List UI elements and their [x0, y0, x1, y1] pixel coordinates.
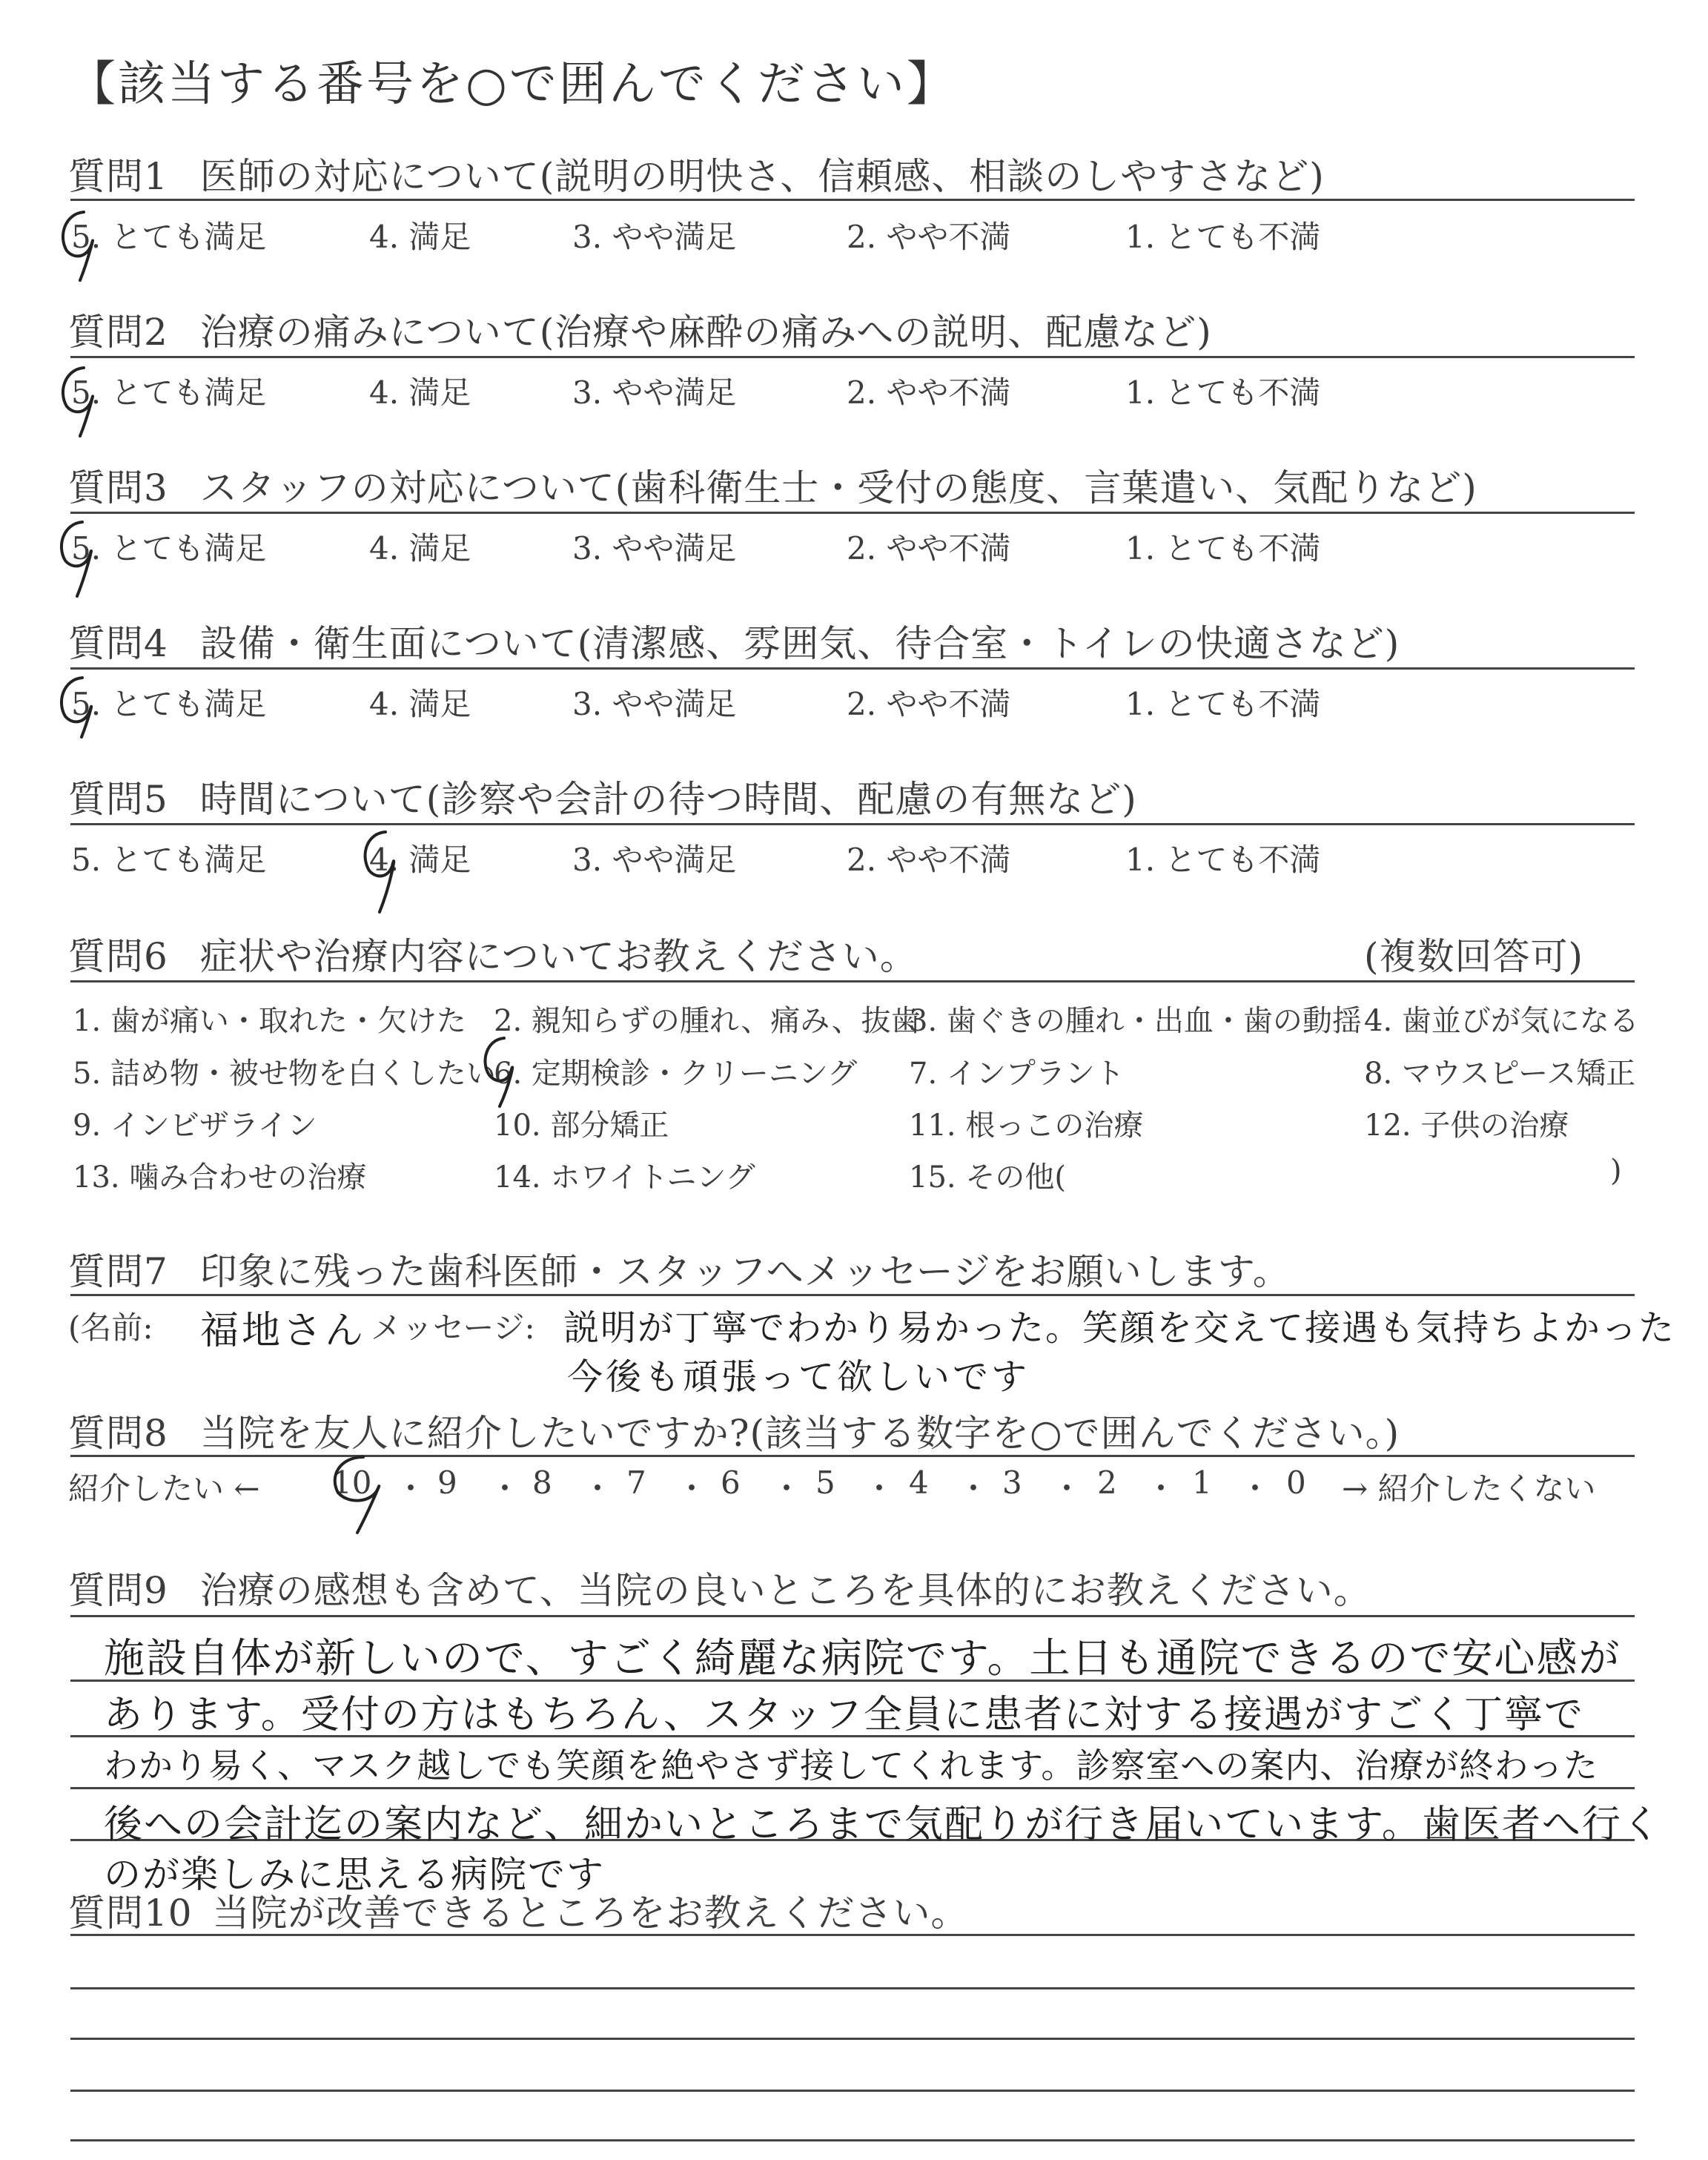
other-close-paren: ) — [1610, 1154, 1622, 1188]
message-label: メッセージ: — [371, 1309, 535, 1346]
q3-option-2[interactable]: 2. やや不満 — [847, 530, 1011, 567]
divider — [70, 199, 1635, 201]
q5-option-2[interactable]: 2. やや不満 — [847, 842, 1011, 878]
question-5-text: 時間について(診察や会計の待つ時間、配慮の有無など) — [199, 778, 1137, 821]
answer-line[interactable] — [70, 2038, 1635, 2040]
question-1-label: 質問1 — [68, 155, 168, 198]
recommend-left-label: 紹介したい ← — [68, 1470, 260, 1507]
symptom-item[interactable]: 9. インビザライン — [73, 1109, 317, 1143]
symptom-item[interactable]: 12. 子供の治療 — [1364, 1109, 1569, 1143]
symptom-item-other[interactable]: 15. その他( — [909, 1160, 1066, 1195]
answer-text-line: 後への会計迄の案内など、細かいところまで気配りが行き届いています。歯医者へ行く — [104, 1803, 1662, 1847]
scale-dot: ・ — [771, 1470, 803, 1507]
question-8-label: 質問8 — [68, 1412, 168, 1455]
answer-line[interactable] — [70, 2139, 1635, 2141]
scale-option[interactable]: 4 — [909, 1464, 929, 1501]
scale-option[interactable]: 6 — [721, 1464, 741, 1501]
symptom-item[interactable]: 11. 根っこの治療 — [909, 1109, 1144, 1143]
question-6-label: 質問6 — [68, 935, 168, 978]
question-5-label: 質問5 — [68, 778, 168, 821]
q1-option-1[interactable]: 1. とても不満 — [1125, 219, 1321, 255]
question-4-label: 質問4 — [68, 622, 168, 665]
q2-option-4[interactable]: 4. 満足 — [369, 374, 471, 411]
scale-option[interactable]: 0 — [1286, 1464, 1306, 1501]
q3-option-5[interactable]: 5. とても満足 — [71, 530, 267, 567]
scale-option[interactable]: 3 — [1002, 1464, 1022, 1501]
page-title: 【該当する番号を○で囲んでください】 — [68, 57, 956, 112]
q3-option-4[interactable]: 4. 満足 — [369, 530, 471, 567]
answer-text-line: わかり易く、マスク越しでも笑顔を絶やさず接してくれます。診察室への案内、治療が終わった — [104, 1745, 1598, 1786]
question-7-label: 質問7 — [68, 1250, 168, 1293]
question-7 — [68, 1242, 1291, 1295]
symptom-item[interactable]: 6. 定期検診・クリーニング — [494, 1057, 858, 1091]
q5-option-1[interactable]: 1. とても不満 — [1125, 842, 1321, 878]
scale-dot: ・ — [1145, 1470, 1177, 1507]
question-2-text: 治療の痛みについて(治療や麻酔の痛みへの説明、配慮など) — [199, 311, 1212, 354]
symptom-item[interactable]: 7. インプラント — [909, 1057, 1125, 1091]
scale-option[interactable]: 5 — [815, 1464, 835, 1501]
scale-dot: ・ — [676, 1470, 708, 1507]
q5-option-5[interactable]: 5. とても満足 — [71, 842, 267, 878]
question-4 — [68, 614, 1400, 667]
q4-option-1[interactable]: 1. とても不満 — [1125, 686, 1321, 722]
divider — [70, 1934, 1635, 1936]
symptom-item[interactable]: 1. 歯が痛い・取れた・欠けた — [73, 1004, 466, 1038]
q2-option-3[interactable]: 3. やや満足 — [572, 374, 737, 411]
question-9 — [68, 1561, 1371, 1614]
scale-dot: ・ — [1239, 1470, 1271, 1507]
scale-dot: ・ — [582, 1470, 614, 1507]
question-10 — [68, 1883, 969, 1937]
question-6 — [68, 927, 918, 980]
scale-option[interactable]: 7 — [626, 1464, 646, 1501]
staff-name-value: 福地さん — [200, 1309, 367, 1353]
q1-option-2[interactable]: 2. やや不満 — [847, 219, 1011, 255]
divider — [70, 667, 1635, 670]
answer-text-line: 施設自体が新しいので、すごく綺麗な病院です。土日も通院できるので安心感が — [104, 1634, 1621, 1682]
q5-option-4[interactable]: 4. 満足 — [369, 842, 471, 878]
answer-text-line: のが楽しみに思える病院です — [104, 1853, 605, 1896]
question-2-label: 質問2 — [68, 311, 168, 354]
divider — [70, 823, 1635, 825]
scale-dot: ・ — [489, 1470, 521, 1507]
question-5 — [68, 770, 1137, 823]
symptom-item[interactable]: 10. 部分矯正 — [494, 1109, 669, 1143]
q4-option-4[interactable]: 4. 満足 — [369, 686, 471, 722]
q4-option-2[interactable]: 2. やや不満 — [847, 686, 1011, 722]
q4-option-3[interactable]: 3. やや満足 — [572, 686, 737, 722]
q1-option-3[interactable]: 3. やや満足 — [572, 219, 737, 255]
question-4-text: 設備・衛生面について(清潔感、雰囲気、待合室・トイレの快適さなど) — [199, 622, 1400, 665]
symptom-item[interactable]: 8. マウスピース矯正 — [1364, 1057, 1636, 1091]
q2-option-2[interactable]: 2. やや不満 — [847, 374, 1011, 411]
q1-option-4[interactable]: 4. 満足 — [369, 219, 471, 255]
symptom-item[interactable]: 14. ホワイトニング — [494, 1160, 755, 1195]
question-10-text: 当院が改善できるところをお教えください。 — [212, 1892, 969, 1935]
symptom-item[interactable]: 2. 親知らずの腫れ、痛み、抜歯 — [494, 1004, 921, 1038]
symptom-item[interactable]: 13. 噛み合わせの治療 — [73, 1160, 367, 1195]
question-1 — [68, 147, 1325, 200]
question-1-text: 医師の対応について(説明の明快さ、信頼感、相談のしやすさなど) — [199, 155, 1325, 198]
message-line: 説明が丁寧でわかり易かった。笑顔を交えて接遇も気持ちよかった — [563, 1307, 1676, 1349]
question-9-label: 質問9 — [68, 1569, 168, 1612]
q4-option-5[interactable]: 5. とても満足 — [71, 686, 267, 722]
q1-option-5[interactable]: 5. とても満足 — [71, 219, 267, 255]
q2-option-5[interactable]: 5. とても満足 — [71, 374, 267, 411]
question-8 — [68, 1404, 1400, 1457]
question-3-text: スタッフの対応について(歯科衛生士・受付の態度、言葉遣い、気配りなど) — [199, 466, 1477, 509]
scale-dot: ・ — [864, 1470, 896, 1507]
q5-option-3[interactable]: 3. やや満足 — [572, 842, 737, 878]
answer-line[interactable] — [70, 1987, 1635, 1989]
scale-option[interactable]: 8 — [532, 1464, 552, 1501]
divider — [70, 512, 1635, 514]
scale-option[interactable]: 9 — [437, 1464, 457, 1501]
question-3-label: 質問3 — [68, 466, 168, 509]
recommend-right-label: → 紹介したくない — [1342, 1470, 1596, 1507]
symptom-item[interactable]: 3. 歯ぐきの腫れ・出血・歯の動揺 — [909, 1004, 1362, 1038]
question-6-text: 症状や治療内容についてお教えください。 — [199, 935, 918, 978]
symptom-item[interactable]: 4. 歯並びが気になる — [1364, 1004, 1639, 1038]
q3-option-1[interactable]: 1. とても不満 — [1125, 530, 1321, 567]
divider — [70, 356, 1635, 358]
question-7-text: 印象に残った歯科医師・スタッフへメッセージをお願いします。 — [199, 1250, 1291, 1293]
question-8-text: 当院を友人に紹介したいですか?(該当する数字を○で囲んでください。) — [199, 1412, 1400, 1455]
scale-dot: ・ — [395, 1470, 427, 1507]
scale-dot: ・ — [958, 1470, 990, 1507]
divider — [70, 980, 1635, 982]
divider — [70, 1615, 1635, 1617]
question-3 — [68, 458, 1477, 512]
q3-option-3[interactable]: 3. やや満足 — [572, 530, 737, 567]
q2-option-1[interactable]: 1. とても不満 — [1125, 374, 1321, 411]
question-2 — [68, 303, 1212, 356]
question-10-label: 質問10 — [68, 1892, 193, 1935]
symptom-item[interactable]: 5. 詰め物・被せ物を白くしたい — [73, 1057, 496, 1091]
question-9-text: 治療の感想も含めて、当院の良いところを具体的にお教えください。 — [199, 1569, 1371, 1612]
scale-option[interactable]: 2 — [1097, 1464, 1117, 1501]
answer-line[interactable] — [70, 2090, 1635, 2092]
scale-option[interactable]: 1 — [1192, 1464, 1212, 1501]
divider — [70, 1294, 1635, 1296]
scale-option[interactable]: 10 — [332, 1464, 372, 1501]
name-label: (名前: — [68, 1309, 153, 1346]
message-line: 今後も頑張って欲しいです — [567, 1356, 1030, 1398]
scale-dot: ・ — [1051, 1470, 1083, 1507]
multiple-answer-note: (複数回答可) — [1364, 935, 1584, 978]
divider — [70, 1455, 1635, 1457]
answer-text-line: あります。受付の方はもちろん、スタッフ全員に患者に対する接遇がすごく丁寧で — [104, 1693, 1584, 1737]
